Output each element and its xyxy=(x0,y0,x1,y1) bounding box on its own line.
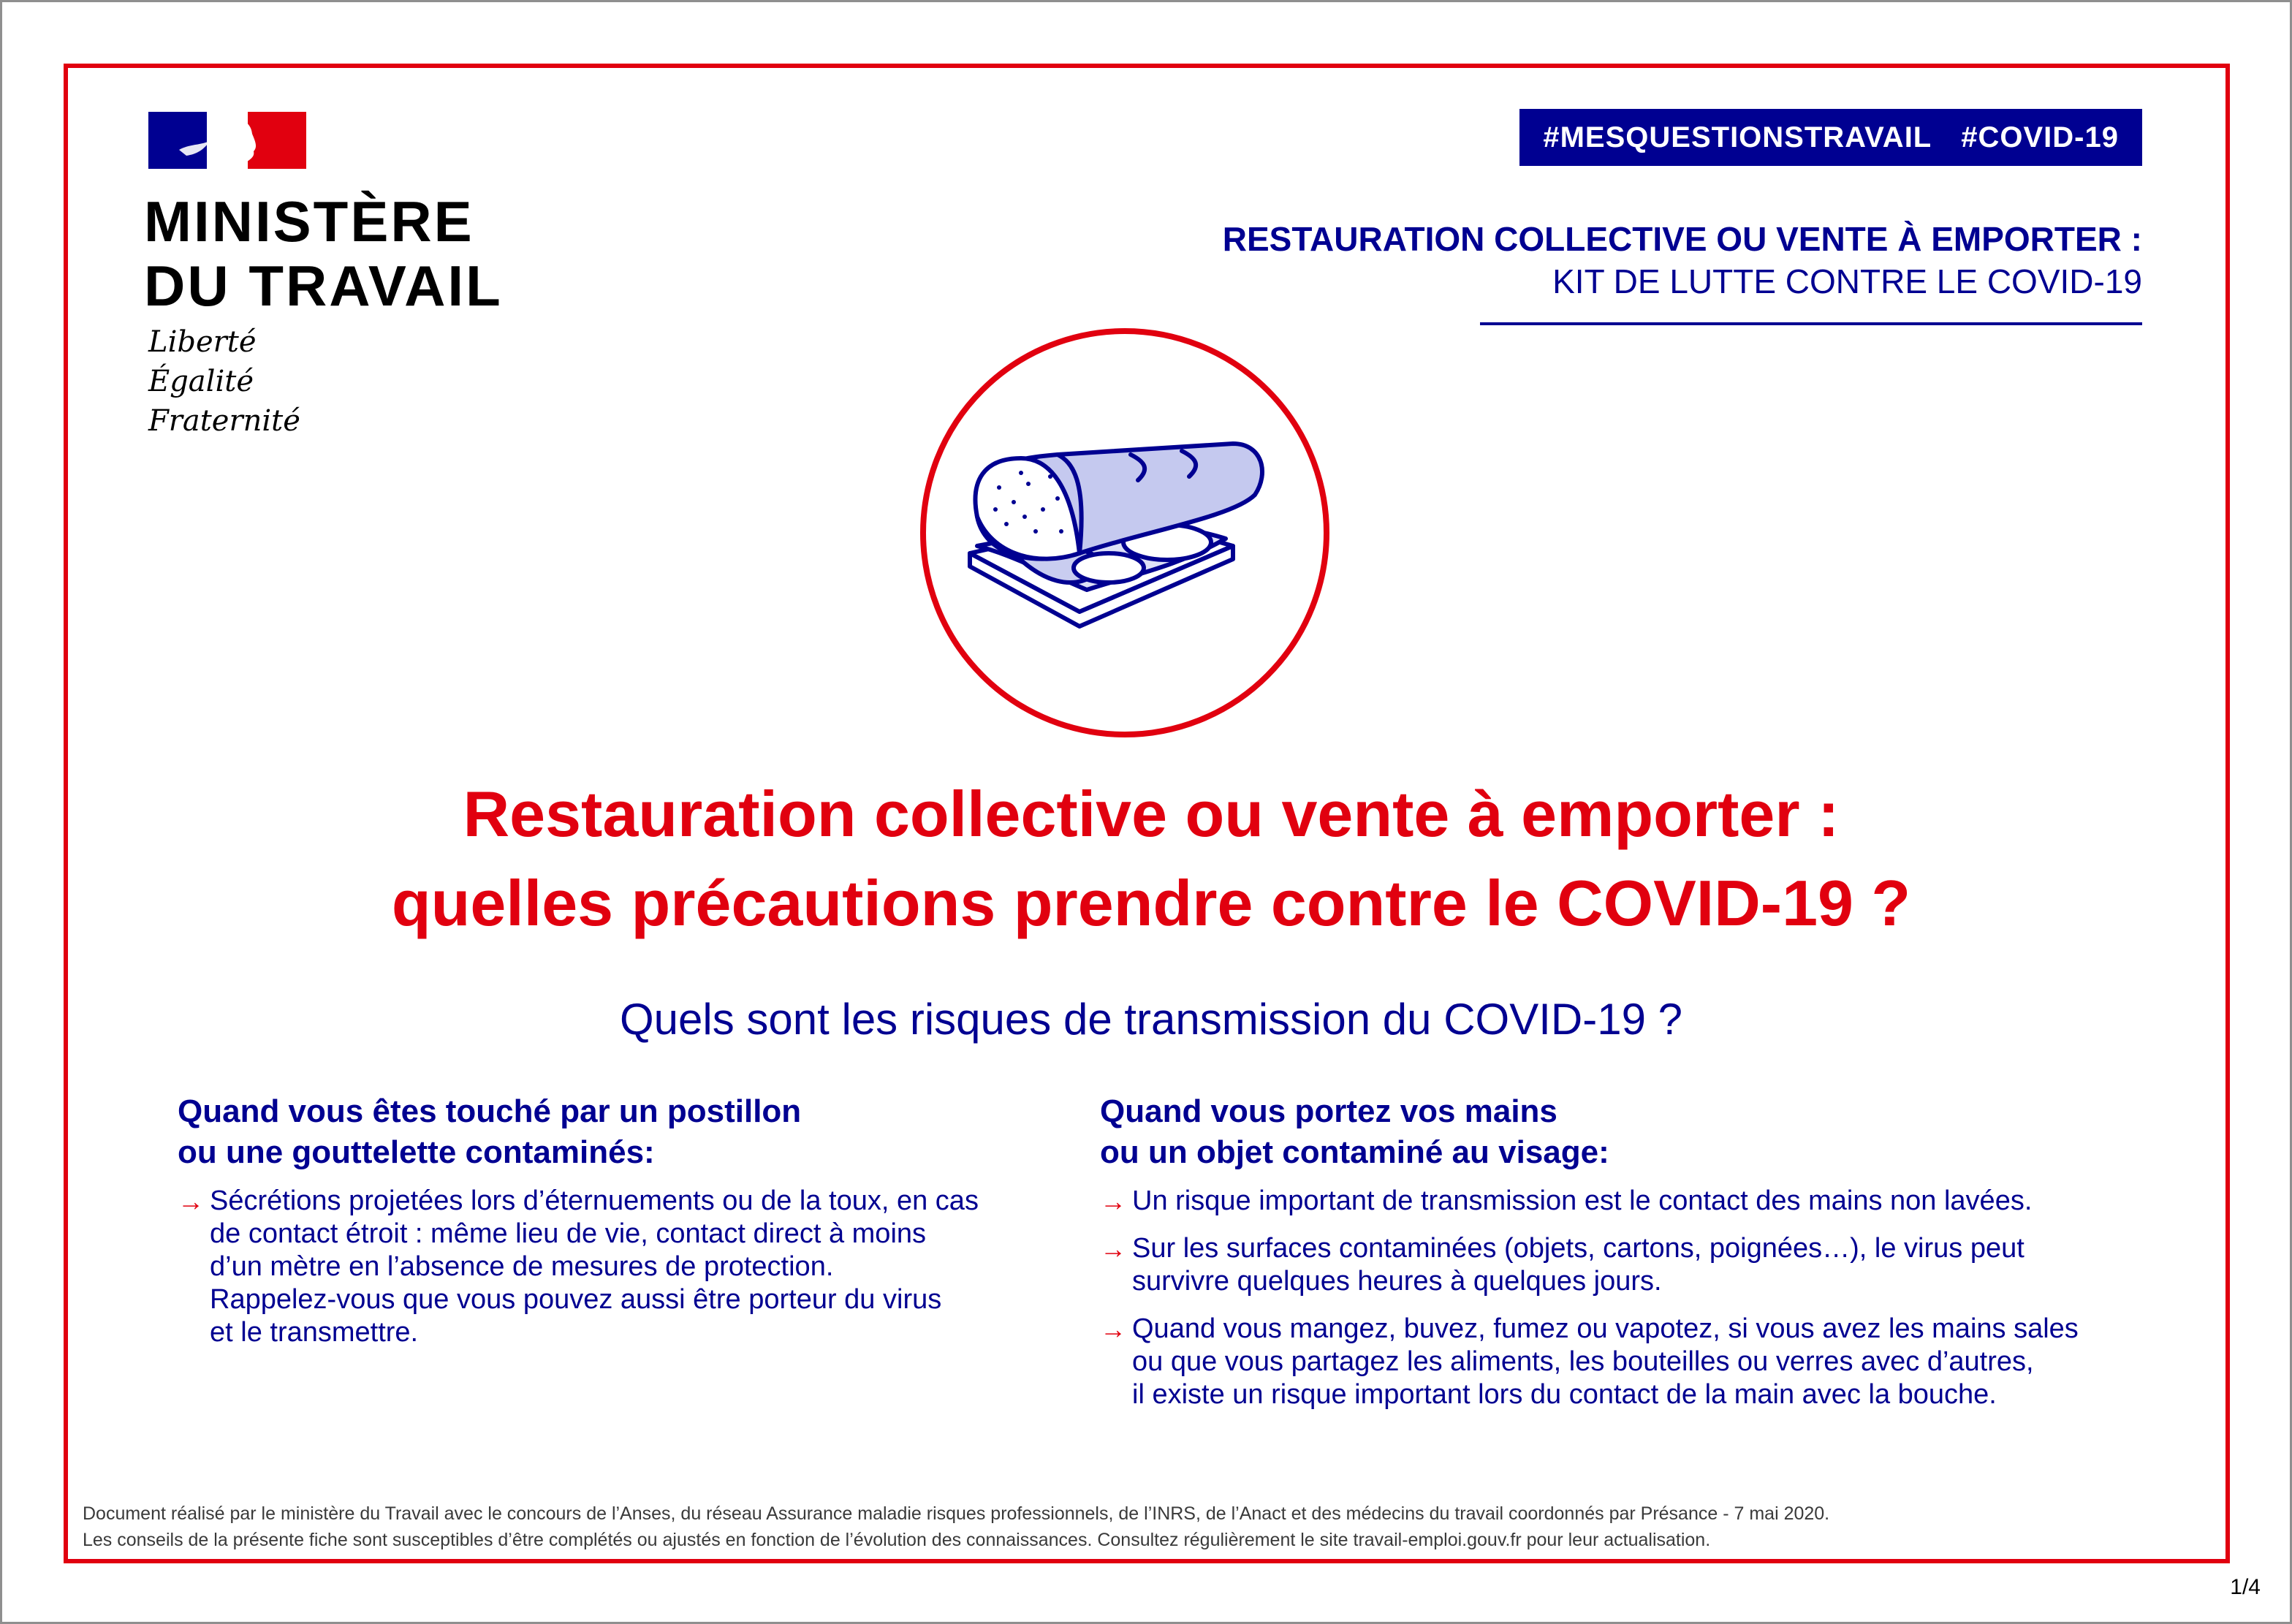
motto-fraternite: Fraternité xyxy=(148,404,300,438)
item-line: de contact étroit : même lieu de vie, contact direct à moins xyxy=(210,1218,927,1249)
item-line: Sécrétions projetées lors d’éternuements ou de la toux, en cas xyxy=(210,1185,979,1216)
right-column-heading xyxy=(1100,1091,2138,1173)
right-column xyxy=(1100,1091,2138,1426)
item-line: Un risque important de transmission est le contact des mains non lavées. xyxy=(1132,1185,2033,1216)
ministry-line-1: MINISTÈRE xyxy=(144,189,474,254)
left-column-heading xyxy=(178,1091,1033,1173)
list-item xyxy=(178,1185,1033,1349)
marianne-logo xyxy=(148,112,306,169)
page-number: 1/4 xyxy=(2230,1575,2261,1599)
republic-motto xyxy=(148,322,300,441)
item-line: survivre quelques heures à quelques jours. xyxy=(1132,1266,1662,1297)
item-line: ou que vous partagez les aliments, les bouteilles ou verres avec d’autres, xyxy=(1132,1346,2034,1377)
document-title xyxy=(1223,219,2142,303)
arrow-right-icon: → xyxy=(1100,1234,1126,1264)
arrow-right-icon: → xyxy=(178,1186,204,1216)
motto-egalite: Égalité xyxy=(148,365,254,398)
left-bullet-list xyxy=(178,1185,1033,1349)
footer-line-2: Les conseils de la présente fiche sont susceptibles d’être complétés ou ajustés en fonction de l’évolution des connaissances. Consultez régulièrement le site travail-emploi.gouv.fr pour leur actualisation. xyxy=(83,1530,1711,1550)
hashtag-banner xyxy=(1519,109,2142,166)
hashtag-mesquestionstravail: #MESQUESTIONSTRAVAIL xyxy=(1543,121,1932,153)
item-line: et le transmettre. xyxy=(210,1317,419,1348)
item-line: il existe un risque important lors du contact de la main avec la bouche. xyxy=(1132,1379,1997,1410)
motto-liberte: Liberté xyxy=(148,325,257,359)
footer-line-1: Document réalisé par le ministère du Travail avec le concours de l’Anses, du réseau Assurance maladie risques professionnels, de l’INRS, de l’Anact et des médecins du travail coordonnés par Présance - 7 mai 2020. xyxy=(83,1503,1830,1524)
illustration-circle xyxy=(920,328,1329,737)
arrow-right-icon: → xyxy=(1100,1314,1126,1344)
right-bullet-list xyxy=(1100,1185,2138,1411)
main-headline xyxy=(68,770,2234,948)
left-column xyxy=(178,1091,1033,1364)
item-line: Rappelez-vous que vous pouvez aussi être porteur du virus xyxy=(210,1284,942,1315)
sandwich-icon xyxy=(926,334,1324,732)
ministry-line-2: DU TRAVAIL xyxy=(144,254,503,318)
right-heading-line-1: Quand vous portez vos mains xyxy=(1100,1093,1557,1129)
document-title-bold: RESTAURATION COLLECTIVE OU VENTE À EMPORTER : xyxy=(1222,220,2142,258)
title-divider xyxy=(1480,322,2142,325)
page-frame xyxy=(64,64,2230,1563)
hashtag-covid: #COVID-19 xyxy=(1961,121,2119,153)
left-heading-line-2: ou une gouttelette contaminés: xyxy=(178,1134,655,1170)
headline-line-2: quelles précautions prendre contre le COVID-19 ? xyxy=(391,867,1911,939)
right-heading-line-2: ou un objet contaminé au visage: xyxy=(1100,1134,1609,1170)
left-heading-line-1: Quand vous êtes touché par un postillon xyxy=(178,1093,802,1129)
arrow-right-icon: → xyxy=(1100,1186,1126,1216)
list-item xyxy=(1100,1185,2138,1218)
item-line: Quand vous mangez, buvez, fumez ou vapotez, si vous avez les mains sales xyxy=(1132,1313,2079,1344)
item-line: d’un mètre en l’absence de mesures de protection. xyxy=(210,1251,834,1282)
section-subheading: Quels sont les risques de transmission du COVID-19 ? xyxy=(620,995,1682,1044)
list-item xyxy=(1100,1313,2138,1411)
headline-line-1: Restauration collective ou vente à emporter : xyxy=(463,778,1840,850)
document-title-regular: KIT DE LUTTE CONTRE LE COVID-19 xyxy=(1552,262,2142,300)
item-line: Sur les surfaces contaminées (objets, cartons, poignées…), le virus peut xyxy=(1132,1233,2025,1264)
french-flag-icon xyxy=(148,112,306,169)
ministry-name xyxy=(144,189,503,318)
footer-credits xyxy=(83,1500,1829,1553)
list-item xyxy=(1100,1232,2138,1298)
